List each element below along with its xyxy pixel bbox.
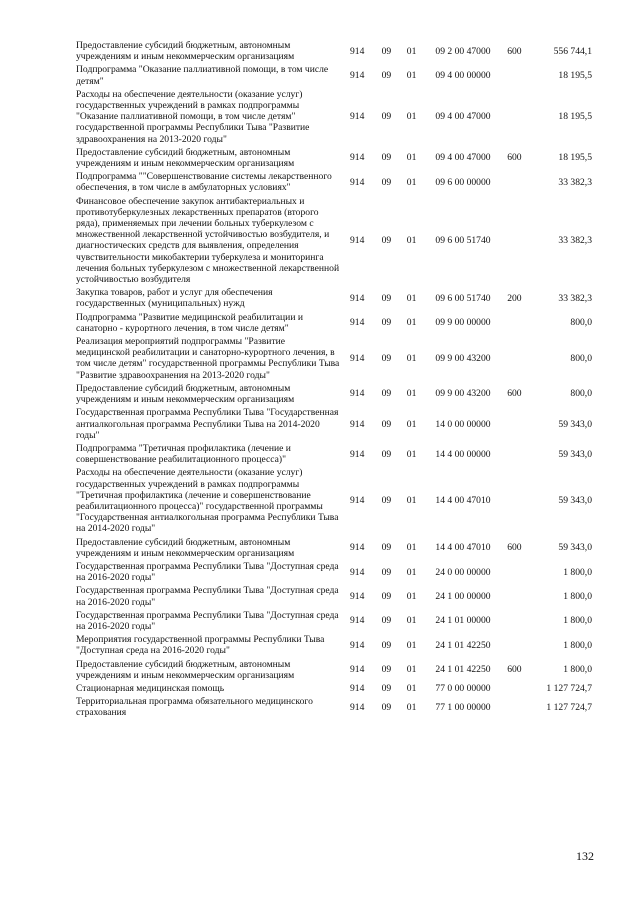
row-section-code: 09 <box>381 495 392 507</box>
row-expense-type-code <box>501 634 527 658</box>
row-amount: 59 343,0 <box>558 542 592 554</box>
row-expense-type-code <box>501 443 527 467</box>
row-expense-type-code <box>501 683 527 696</box>
row-name: Подпрограмма "Развитие медицинской реабилитации и санаторно - курортного лечения, в том числе детям" <box>76 311 303 334</box>
row-subsection-code: 01 <box>406 495 417 507</box>
row-expense-type-code <box>501 407 527 443</box>
row-name: Стационарная медицинская помощь <box>76 682 225 694</box>
row-amount: 1 800,0 <box>563 615 592 627</box>
row-grbs-code: 914 <box>349 388 365 400</box>
table-row <box>76 171 592 195</box>
row-amount: 59 343,0 <box>558 495 592 507</box>
row-section-code: 09 <box>381 234 392 246</box>
row-amount: 33 382,3 <box>558 234 592 246</box>
row-target-article-code: 24 1 01 42250 <box>435 639 491 651</box>
row-target-article-code: 77 1 00 00000 <box>435 701 491 713</box>
row-expense-type-code <box>501 610 527 634</box>
table-row <box>76 659 592 683</box>
row-subsection-code: 01 <box>406 70 417 81</box>
budget-table <box>76 40 592 721</box>
row-section-code: 09 <box>381 388 392 400</box>
row-section-code: 09 <box>381 701 392 713</box>
row-expense-type-code <box>501 89 527 147</box>
row-grbs-code: 914 <box>349 701 365 713</box>
row-subsection-code: 01 <box>406 292 417 304</box>
row-name: Предоставление субсидий бюджетным, автономным учреждениям и иным некоммерческим организациям <box>76 536 295 559</box>
row-expense-type-code: 600 <box>507 152 522 164</box>
row-name: Закупка товаров, работ и услуг для обеспечения государственных (муниципальных) нужд <box>76 287 273 310</box>
row-section-code: 09 <box>381 352 392 364</box>
table-row <box>76 585 592 609</box>
table-row <box>76 336 592 383</box>
row-grbs-code: 914 <box>349 292 365 304</box>
row-target-article-code: 09 9 00 43200 <box>435 388 491 400</box>
budget-table-body <box>76 40 592 721</box>
row-name: Государственная программа Республики Тыва "Доступная среда на 2016-2020 годы" <box>76 560 339 584</box>
row-amount: 1 800,0 <box>563 590 592 602</box>
table-row <box>76 537 592 561</box>
row-name: Предоставление субсидий бюджетным, автономным учреждениям и иным некоммерческим организациям <box>76 382 295 406</box>
row-subsection-code: 01 <box>406 590 417 602</box>
row-name: Государственная программа Республики Тыва "Доступная среда на 2016-2020 годы" <box>76 609 339 632</box>
row-amount: 18 195,5 <box>558 152 592 164</box>
row-target-article-code: 09 6 00 51740 <box>435 234 491 246</box>
row-name: Подпрограмма ""Совершенствование системы лекарственного обеспечения, в том числе в амбулаторных условиях" <box>76 171 332 194</box>
row-subsection-code: 01 <box>406 639 417 651</box>
row-subsection-code: 01 <box>406 111 417 123</box>
table-row <box>76 147 592 171</box>
row-target-article-code: 14 4 00 00000 <box>435 448 491 460</box>
row-grbs-code: 914 <box>349 317 365 329</box>
row-section-code: 09 <box>381 418 392 430</box>
row-expense-type-code <box>501 336 527 383</box>
row-expense-type-code <box>501 171 527 195</box>
row-grbs-code: 914 <box>349 352 365 364</box>
row-target-article-code: 09 9 00 00000 <box>435 317 491 329</box>
row-name: Подпрограмма "Оказание паллиативной помощи, в том числе детям" <box>76 64 329 87</box>
row-target-article-code: 14 4 00 47010 <box>435 495 491 507</box>
row-subsection-code: 01 <box>406 542 417 554</box>
row-section-code: 09 <box>381 590 392 602</box>
row-grbs-code: 914 <box>349 495 365 507</box>
row-grbs-code: 914 <box>349 70 365 81</box>
row-name: Подпрограмма "Третичная профилактика (лечение и совершенствование реабилитационного процесса)" <box>76 442 291 466</box>
row-section-code: 09 <box>381 152 392 164</box>
row-amount: 800,0 <box>570 388 592 400</box>
row-amount: 1 800,0 <box>563 664 592 676</box>
row-target-article-code: 09 4 00 47000 <box>435 111 491 123</box>
row-grbs-code: 914 <box>349 615 365 627</box>
row-section-code: 09 <box>381 448 392 460</box>
row-amount: 1 127 724,7 <box>546 682 592 694</box>
row-subsection-code: 01 <box>406 388 417 400</box>
row-name: Расходы на обеспечение деятельности (оказание услуг) государственных учреждений в рамках подпрограммы "Оказание паллиативной помощи, в том числе детям" государственной программы Республики Тыва "Развитие здравоохранения на 2013-2020 годы" <box>76 88 310 145</box>
row-subsection-code: 01 <box>406 664 417 676</box>
row-grbs-code: 914 <box>349 111 365 123</box>
row-amount: 800,0 <box>570 317 592 329</box>
row-target-article-code: 24 1 01 00000 <box>435 615 491 627</box>
row-target-article-code: 09 4 00 47000 <box>435 152 491 164</box>
row-grbs-code: 914 <box>349 682 365 694</box>
row-expense-type-code <box>501 585 527 609</box>
row-expense-type-code: 600 <box>507 664 522 676</box>
table-row <box>76 443 592 467</box>
row-subsection-code: 01 <box>406 317 417 329</box>
row-amount: 1 800,0 <box>563 639 592 651</box>
row-grbs-code: 914 <box>349 664 365 676</box>
row-target-article-code: 14 4 00 47010 <box>435 542 491 554</box>
row-name: Государственная программа Республики Тыва "Государственная антиалкогольная программа Республики Тыва на 2014-2020 годы" <box>76 407 339 441</box>
row-amount: 33 382,3 <box>558 292 592 304</box>
row-section-code: 09 <box>381 176 392 188</box>
row-name: Территориальная программа обязательного медицинского страхования <box>76 696 313 719</box>
row-amount: 18 195,5 <box>558 111 592 123</box>
table-row <box>76 287 592 311</box>
row-section-code: 09 <box>381 317 392 329</box>
table-row <box>76 89 592 147</box>
table-row <box>76 610 592 634</box>
row-target-article-code: 09 6 00 51740 <box>435 292 491 304</box>
row-section-code: 09 <box>381 566 392 578</box>
row-amount: 59 343,0 <box>558 418 592 430</box>
row-subsection-code: 01 <box>406 45 417 57</box>
row-subsection-code: 01 <box>406 682 417 694</box>
row-name: Предоставление субсидий бюджетным, автономным учреждениям и иным некоммерческим организациям <box>76 146 295 170</box>
row-expense-type-code: 200 <box>507 292 522 304</box>
table-row <box>76 407 592 443</box>
row-expense-type-code <box>501 64 527 88</box>
row-subsection-code: 01 <box>406 566 417 578</box>
row-subsection-code: 01 <box>406 176 417 188</box>
row-target-article-code: 09 6 00 00000 <box>435 176 491 188</box>
row-grbs-code: 914 <box>349 448 365 460</box>
row-expense-type-code <box>501 312 527 336</box>
row-target-article-code: 09 4 00 00000 <box>435 70 491 81</box>
table-row <box>76 634 592 658</box>
row-amount: 800,0 <box>570 352 592 364</box>
row-grbs-code: 914 <box>349 590 365 602</box>
table-row <box>76 383 592 407</box>
row-subsection-code: 01 <box>406 352 417 364</box>
row-amount: 556 744,1 <box>553 45 592 57</box>
row-grbs-code: 914 <box>349 152 365 164</box>
table-row <box>76 683 592 696</box>
row-name: Предоставление субсидий бюджетным, автономным учреждениям и иным некоммерческим организациям <box>76 658 295 681</box>
row-expense-type-code <box>501 696 527 720</box>
row-section-code: 09 <box>381 615 392 627</box>
row-grbs-code: 914 <box>349 566 365 578</box>
row-amount: 59 343,0 <box>558 448 592 460</box>
row-target-article-code: 09 2 00 47000 <box>435 45 491 57</box>
row-grbs-code: 914 <box>349 45 365 57</box>
row-section-code: 09 <box>381 45 392 57</box>
table-row <box>76 561 592 585</box>
row-expense-type-code: 600 <box>507 45 522 57</box>
table-row <box>76 312 592 336</box>
row-name: Расходы на обеспечение деятельности (оказание услуг) государственных учреждений в рамках подпрограммы "Третичная профилактика (лечение и совершенствование реабилитационного процесса)" государственной программы "Государственная антиалкогольная программа Республики Тыва на 2014-2020 годы" <box>76 467 339 535</box>
row-expense-type-code <box>501 467 527 536</box>
row-section-code: 09 <box>381 292 392 304</box>
row-section-code: 09 <box>381 639 392 651</box>
row-name: Финансовое обеспечение закупок антибактериальных и противотуберкулезных лекарственных препаратов (второго ряда), применяемых при лечении больных туберкулезом с множественной лекарственной устойчивостью возбудителя, и диагностических средств для выявления, определения чувствительности микобактерии туберкулеза и мониторинга лечения больных туберкулезом с множественной лекарственной устойчивостью возбудителя <box>76 195 340 286</box>
row-grbs-code: 914 <box>349 542 365 554</box>
row-target-article-code: 14 0 00 00000 <box>435 418 491 430</box>
row-target-article-code: 24 1 01 42250 <box>435 664 491 676</box>
row-section-code: 09 <box>381 70 392 81</box>
row-subsection-code: 01 <box>406 418 417 430</box>
table-row <box>76 40 592 64</box>
row-subsection-code: 01 <box>406 234 417 246</box>
row-name: Реализация мероприятий подпрограммы "Развитие медицинской реабилитации и санаторно-курортного лечения, в том числе детям" государственной программы Республики Тыва "Развитие здравоохранения на 2013-2020 годы" <box>76 336 340 381</box>
row-name: Предоставление субсидий бюджетным, автономным учреждениям и иным некоммерческим организациям <box>76 40 295 63</box>
row-section-code: 09 <box>381 111 392 123</box>
row-grbs-code: 914 <box>349 639 365 651</box>
row-expense-type-code <box>501 561 527 585</box>
row-subsection-code: 01 <box>406 701 417 713</box>
row-amount: 1 127 724,7 <box>546 701 592 713</box>
row-subsection-code: 01 <box>406 448 417 460</box>
row-target-article-code: 24 0 00 00000 <box>435 566 491 578</box>
row-expense-type-code: 600 <box>507 542 522 554</box>
row-section-code: 09 <box>381 664 392 676</box>
row-grbs-code: 914 <box>349 418 365 430</box>
row-subsection-code: 01 <box>406 615 417 627</box>
row-target-article-code: 09 9 00 43200 <box>435 352 491 364</box>
row-amount: 1 800,0 <box>563 566 592 578</box>
row-section-code: 09 <box>381 542 392 554</box>
page-number: 132 <box>576 849 594 863</box>
row-expense-type-code: 600 <box>507 388 522 400</box>
row-grbs-code: 914 <box>349 234 365 246</box>
row-amount: 33 382,3 <box>558 176 592 188</box>
row-target-article-code: 77 0 00 00000 <box>435 682 491 694</box>
table-row <box>76 696 592 720</box>
table-row <box>76 467 592 536</box>
row-grbs-code: 914 <box>349 176 365 188</box>
row-subsection-code: 01 <box>406 152 417 164</box>
row-target-article-code: 24 1 00 00000 <box>435 590 491 602</box>
table-row <box>76 196 592 288</box>
row-section-code: 09 <box>381 682 392 694</box>
row-expense-type-code <box>501 196 527 288</box>
row-amount: 18 195,5 <box>558 70 592 81</box>
row-name: Государственная программа Республики Тыва "Доступная среда на 2016-2020 годы" <box>76 585 339 608</box>
row-name: Мероприятия государственной программы Республики Тыва "Доступная среда на 2016-2020 годы" <box>76 634 325 657</box>
table-row <box>76 64 592 88</box>
